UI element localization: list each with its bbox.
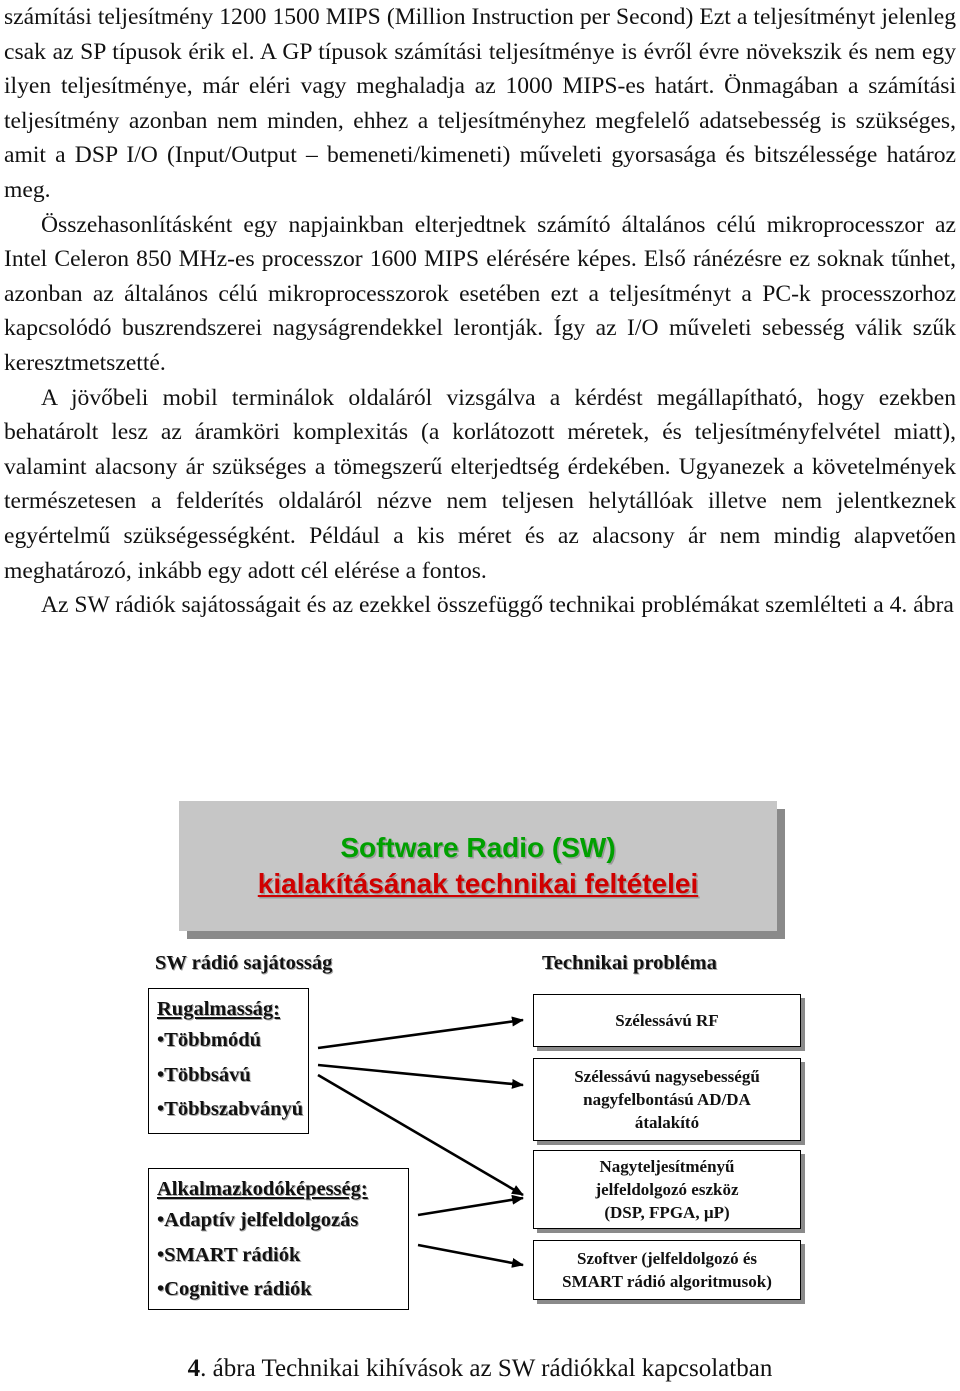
group-item: •Többsávú [157, 1063, 251, 1086]
arrow [418, 1245, 523, 1265]
group-item: •Többszabványú [157, 1098, 304, 1120]
group-item: •SMART rádiók [157, 1243, 301, 1266]
group-heading: Rugalmasság: [157, 998, 281, 1020]
group-item: •Cognitive rádiók [157, 1278, 312, 1300]
arrow [418, 1198, 523, 1215]
problem-box: Szélessávú nagysebességű nagyfelbontású AD/DA átalakító [533, 1058, 801, 1141]
group-item: •Többmódú [157, 1029, 262, 1051]
left-column-heading: SW rádió sajátosság [155, 952, 333, 974]
paragraph: Az SW rádiók sajátosságait és az ezekkel összefüggő technikai problémákat szemlélteti a 4. ábra [41, 592, 954, 619]
figure-caption [0, 1352, 960, 1386]
paragraph: Összehasonlításként egy napjainkban elterjedtnek számító általános célú mikroprocesszor az Intel Celeron 850 MHz-es processzor 1600 MIPS elérésére képes. Első ránézésre ez soknak tűnhet, azonban az általános célú mikroprocesszorok esetében ezt a teljesítményt a PC-k processzorhoz kapcsolódó buszrendszerei nagyságrendekkel lerontják. Így az I/O műveleti sebesség válik szűk keresztmetszetté. [4, 211, 956, 376]
paragraph: A jövőbeli mobil terminálok oldaláról vizsgálva a kérdést megállapítható, hogy ezekben behatárolt lesz az áramköri komplexitás (a korlátozott méretek, és teljesítményfelvétel miatt), valamint alacsony ár szükséges a tömegszerű elterjedtség érdekében. Ugyanezek a követelmények természetesen a felderítés oldaláról nézve nem teljesen helytállóak illetve nem jelentkeznek egyértelmű szükségességként. Például a kis méret és az alacsony ár nem mindig alapvetően meghatározó, inkább egy adott cél elérése a fontos. [4, 384, 956, 584]
caption-text: . ábra Technikai kihívások az SW rádiókkal kapcsolatban [200, 1355, 773, 1382]
problem-box: Nagyteljesítményű jelfeldolgozó eszköz (DSP, FPGA, µP) [533, 1150, 801, 1229]
arrow [318, 1075, 523, 1195]
arrow [318, 1065, 523, 1085]
paragraph: számítási teljesítmény 1200 1500 MIPS (Million Instruction per Second) Ezt a teljesítményt jelenleg csak az SP típusok érik el. A GP típusok számítási teljesítménye is évről évre növekszik és nem egy ilyen teljesítménye, már eléri vagy meghaladja az 1000 MIPS-es határt. Önmagában a számítási teljesítmény azonban nem minden, ehhez a teljesítményhez megfelelő adatsebesség is szükséges, amit a DSP I/O (Input/Output – bemeneti/kimeneti) műveleti gyorsasága és bitszélessége határoz meg. [4, 4, 956, 203]
problem-box: Szélessávú RF [533, 994, 801, 1047]
group-item: •Adaptív jelfeldolgozás [157, 1209, 359, 1231]
problem-box: Szoftver (jelfeldolgozó és SMART rádió algoritmusok) [533, 1240, 801, 1300]
arrow [318, 1020, 523, 1048]
figure-title-line2: kialakításának technikai feltételei [257, 868, 699, 899]
caption-number: 4 [187, 1355, 201, 1382]
right-column-heading: Technikai probléma [542, 952, 717, 974]
figure-title-line1: Software Radio (SW) [340, 832, 616, 863]
group-heading: Alkalmazkodóképesség: [157, 1178, 368, 1200]
